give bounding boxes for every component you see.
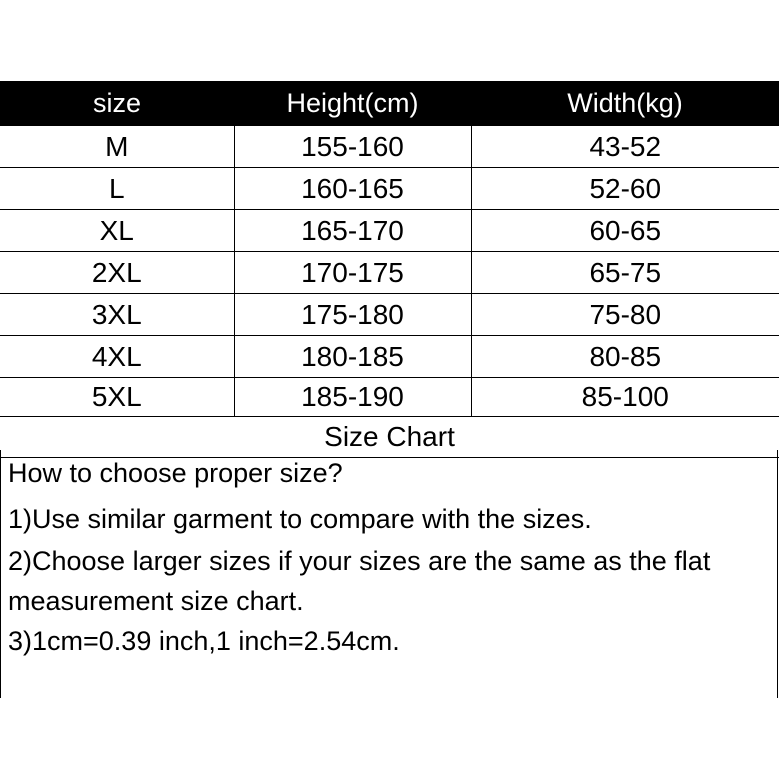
height-cell: 155-160 — [234, 126, 471, 168]
table-row — [0, 210, 779, 252]
note-line-1: 1)Use similar garment to compare with the sizes. — [8, 504, 592, 534]
header-weight: Width(kg) — [471, 81, 779, 126]
weight-cell: 75-80 — [471, 294, 779, 336]
weight-cell: 85-100 — [471, 378, 779, 417]
size-cell: 3XL — [0, 294, 234, 336]
table-caption: Size Chart — [0, 417, 779, 458]
height-cell: 180-185 — [234, 336, 471, 378]
table-row — [0, 126, 779, 168]
note-line-2-cont: measurement size chart. — [8, 586, 304, 616]
weight-cell: 43-52 — [471, 126, 779, 168]
table-row — [0, 336, 779, 378]
size-cell: XL — [0, 210, 234, 252]
weight-cell: 80-85 — [471, 336, 779, 378]
table-row — [0, 168, 779, 210]
weight-cell: 65-75 — [471, 252, 779, 294]
table-row — [0, 294, 779, 336]
height-cell: 185-190 — [234, 378, 471, 417]
size-notes — [0, 450, 778, 698]
size-chart — [0, 81, 779, 458]
size-table — [0, 81, 779, 458]
size-cell: L — [0, 168, 234, 210]
header-height: Height(cm) — [234, 81, 471, 126]
height-cell: 175-180 — [234, 294, 471, 336]
height-cell: 170-175 — [234, 252, 471, 294]
height-cell: 160-165 — [234, 168, 471, 210]
header-row — [0, 81, 779, 126]
height-cell: 165-170 — [234, 210, 471, 252]
weight-cell: 60-65 — [471, 210, 779, 252]
size-cell: 2XL — [0, 252, 234, 294]
note-line-3: 3)1cm=0.39 inch,1 inch=2.54cm. — [8, 626, 400, 656]
note-line-2: 2)Choose larger sizes if your sizes are the same as the flat — [8, 546, 711, 576]
table-row — [0, 378, 779, 417]
header-size: size — [0, 81, 234, 126]
weight-cell: 52-60 — [471, 168, 779, 210]
notes-heading: How to choose proper size? — [8, 458, 343, 488]
size-cell: 5XL — [0, 378, 234, 417]
size-cell: 4XL — [0, 336, 234, 378]
size-cell: M — [0, 126, 234, 168]
table-row — [0, 252, 779, 294]
